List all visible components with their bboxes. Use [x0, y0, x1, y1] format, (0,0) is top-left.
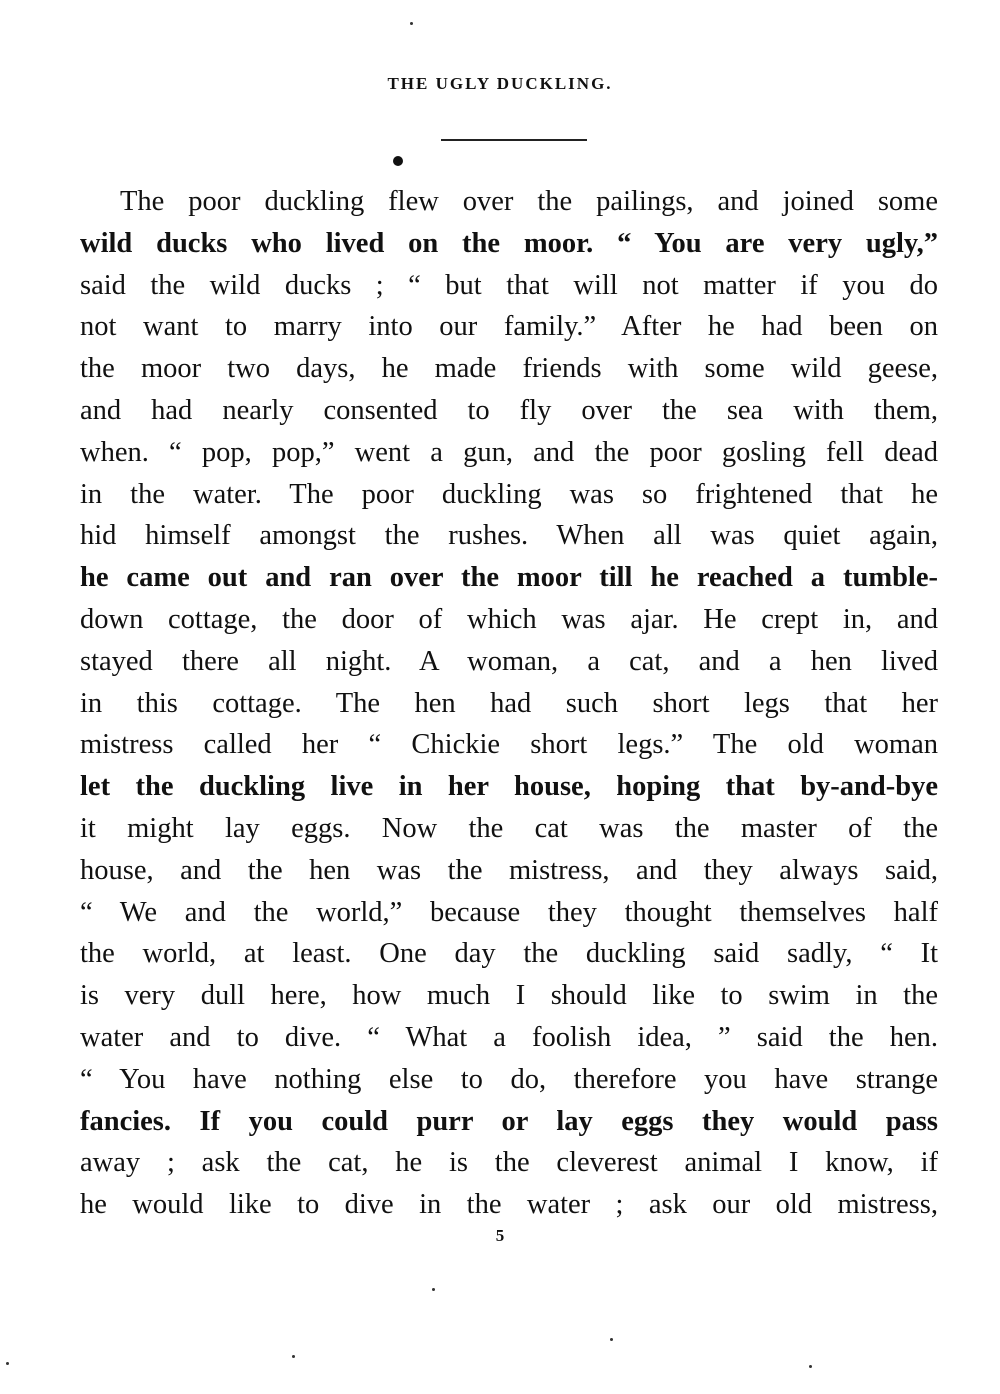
text-line: in the water. The poor duckling was so frightened that he	[80, 478, 938, 510]
ink-dot	[393, 156, 403, 166]
text-line: wild ducks who lived on the moor. “ You are very ugly,”	[80, 227, 938, 259]
text-line: mistress called her “ Chickie short legs.” The old woman	[80, 729, 938, 761]
running-head: THE UGLY DUCKLING.	[387, 74, 613, 93]
text-line: The poor duckling flew over the pailings, and joined some	[120, 186, 938, 217]
print-speck	[809, 1365, 812, 1368]
print-speck	[292, 1355, 295, 1358]
text-line: in this cottage. The hen had such short legs that her	[80, 687, 938, 719]
text-line: he would like to dive in the water ; ask our old mistress,	[80, 1189, 938, 1221]
text-line: the world, at least. One day the duckling said sadly, “ It	[80, 938, 938, 970]
text-line: when. “ pop, pop,” went a gun, and the poor gosling fell dead	[80, 436, 938, 468]
text-line: is very dull here, how much I should like to swim in the	[80, 980, 938, 1012]
text-line: “ You have nothing else to do, therefore you have strange	[80, 1063, 938, 1095]
text-line: not want to marry into our family.” After he had been on	[80, 311, 938, 343]
text-line: fancies. If you could purr or lay eggs they would pass	[80, 1105, 938, 1137]
text-line: let the duckling live in her house, hoping that by-and-bye	[80, 771, 938, 803]
text-line: water and to dive. “ What a foolish idea, ” said the hen.	[80, 1021, 938, 1053]
body-text	[80, 181, 938, 1226]
text-line: house, and the hen was the mistress, and they always said,	[80, 854, 938, 886]
text-line: he came out and ran over the moor till he reached a tumble-	[80, 562, 938, 594]
print-speck	[6, 1362, 9, 1365]
text-line: and had nearly consented to fly over the sea with them,	[80, 394, 938, 426]
text-line: said the wild ducks ; “ but that will not matter if you do	[80, 269, 938, 301]
text-line: away ; ask the cat, he is the cleverest animal I know, if	[80, 1147, 938, 1179]
text-line: hid himself amongst the rushes. When all was quiet again,	[80, 520, 938, 552]
ornamental-rule	[441, 139, 587, 141]
print-speck	[432, 1288, 435, 1291]
text-line: it might lay eggs. Now the cat was the master of the	[80, 812, 938, 844]
print-speck	[410, 22, 413, 25]
text-line: the moor two days, he made friends with some wild geese,	[80, 353, 938, 385]
text-line: stayed there all night. A woman, a cat, and a hen lived	[80, 645, 938, 677]
print-speck	[610, 1338, 613, 1341]
page-number: 5	[495, 1226, 505, 1245]
text-line: “ We and the world,” because they thought themselves half	[80, 896, 938, 928]
text-line: down cottage, the door of which was ajar. He crept in, and	[80, 603, 938, 635]
